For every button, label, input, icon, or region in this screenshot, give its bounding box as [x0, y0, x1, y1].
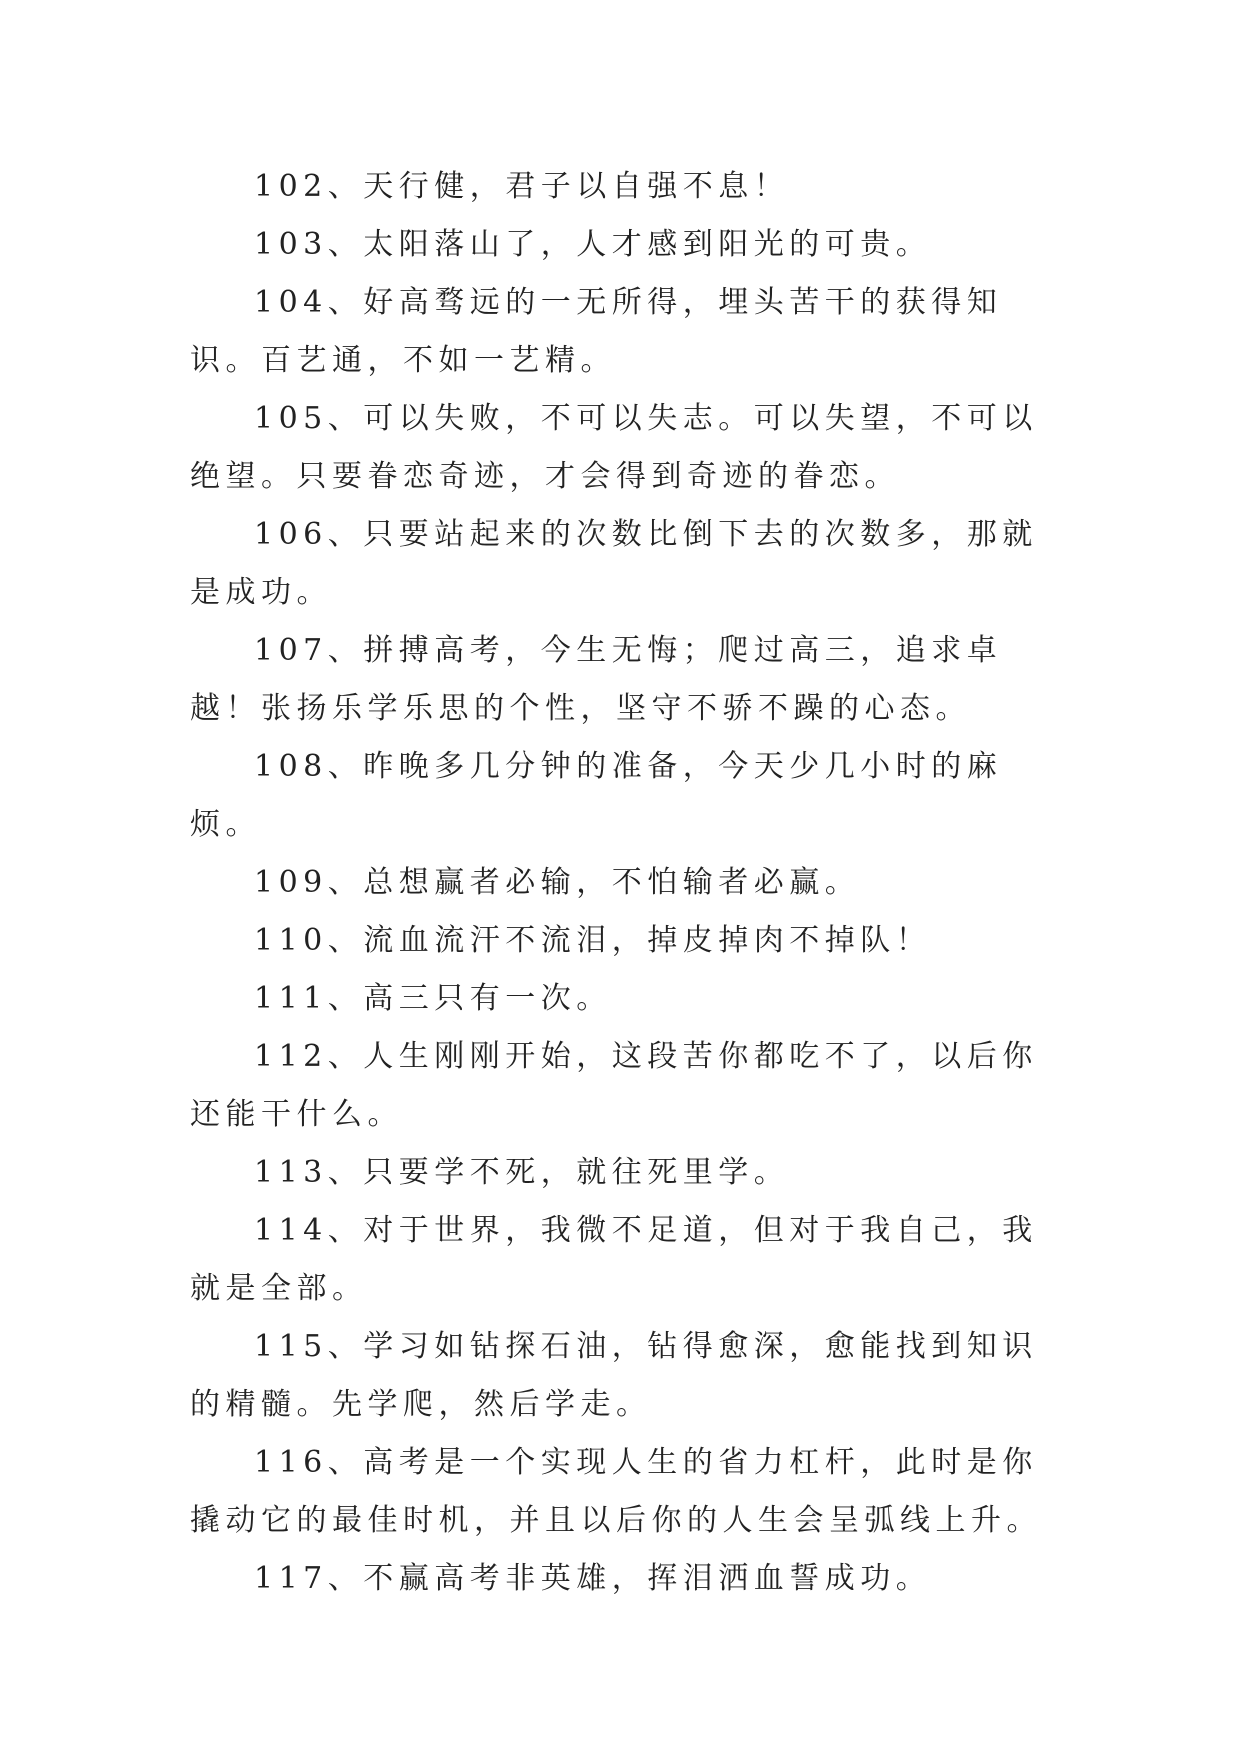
document-body: [190, 158, 1070, 1608]
paragraph-106: 106、只要站起来的次数比倒下去的次数多，那就是成功。: [190, 517, 1038, 610]
paragraph-110: 110、流血流汗不流泪，掉皮掉肉不掉队！: [254, 923, 932, 958]
paragraph-114: 114、对于世界，我微不足道，但对于我自己，我就是全部。: [190, 1213, 1038, 1306]
paragraph-107: 107、拼搏高考，今生无悔；爬过高三，追求卓越！张扬乐学乐思的个性，坚守不骄不躁的心态。: [190, 633, 1003, 726]
paragraph-116: 116、高考是一个实现人生的省力杠杆，此时是你撬动它的最佳时机，并且以后你的人生会呈弧线上升。: [190, 1445, 1042, 1538]
paragraph-108: 108、昨晚多几分钟的准备，今天少几小时的麻烦。: [190, 749, 1003, 842]
paragraph-117: 117、不赢高考非英雄，挥泪洒血誓成功。: [254, 1561, 932, 1596]
paragraph-102: 102、天行健，君子以自强不息！: [254, 169, 790, 204]
paragraph-112: 112、人生刚刚开始，这段苦你都吃不了，以后你还能干什么。: [190, 1039, 1038, 1132]
paragraph-105: 105、可以失败，不可以失志。可以失望，不可以绝望。只要眷恋奇迹，才会得到奇迹的眷恋。: [190, 401, 1038, 494]
paragraph-104: 104、好高骛远的一无所得，埋头苦干的获得知识。百艺通，不如一艺精。: [190, 285, 1003, 378]
paragraph-115: 115、学习如钻探石油，钻得愈深，愈能找到知识的精髓。先学爬，然后学走。: [190, 1329, 1038, 1422]
paragraph-113: 113、只要学不死，就往死里学。: [254, 1155, 790, 1190]
paragraph-109: 109、总想赢者必输，不怕输者必赢。: [254, 865, 861, 900]
paragraph-103: 103、太阳落山了，人才感到阳光的可贵。: [254, 227, 932, 262]
paragraph-111: 111、高三只有一次。: [254, 981, 612, 1016]
